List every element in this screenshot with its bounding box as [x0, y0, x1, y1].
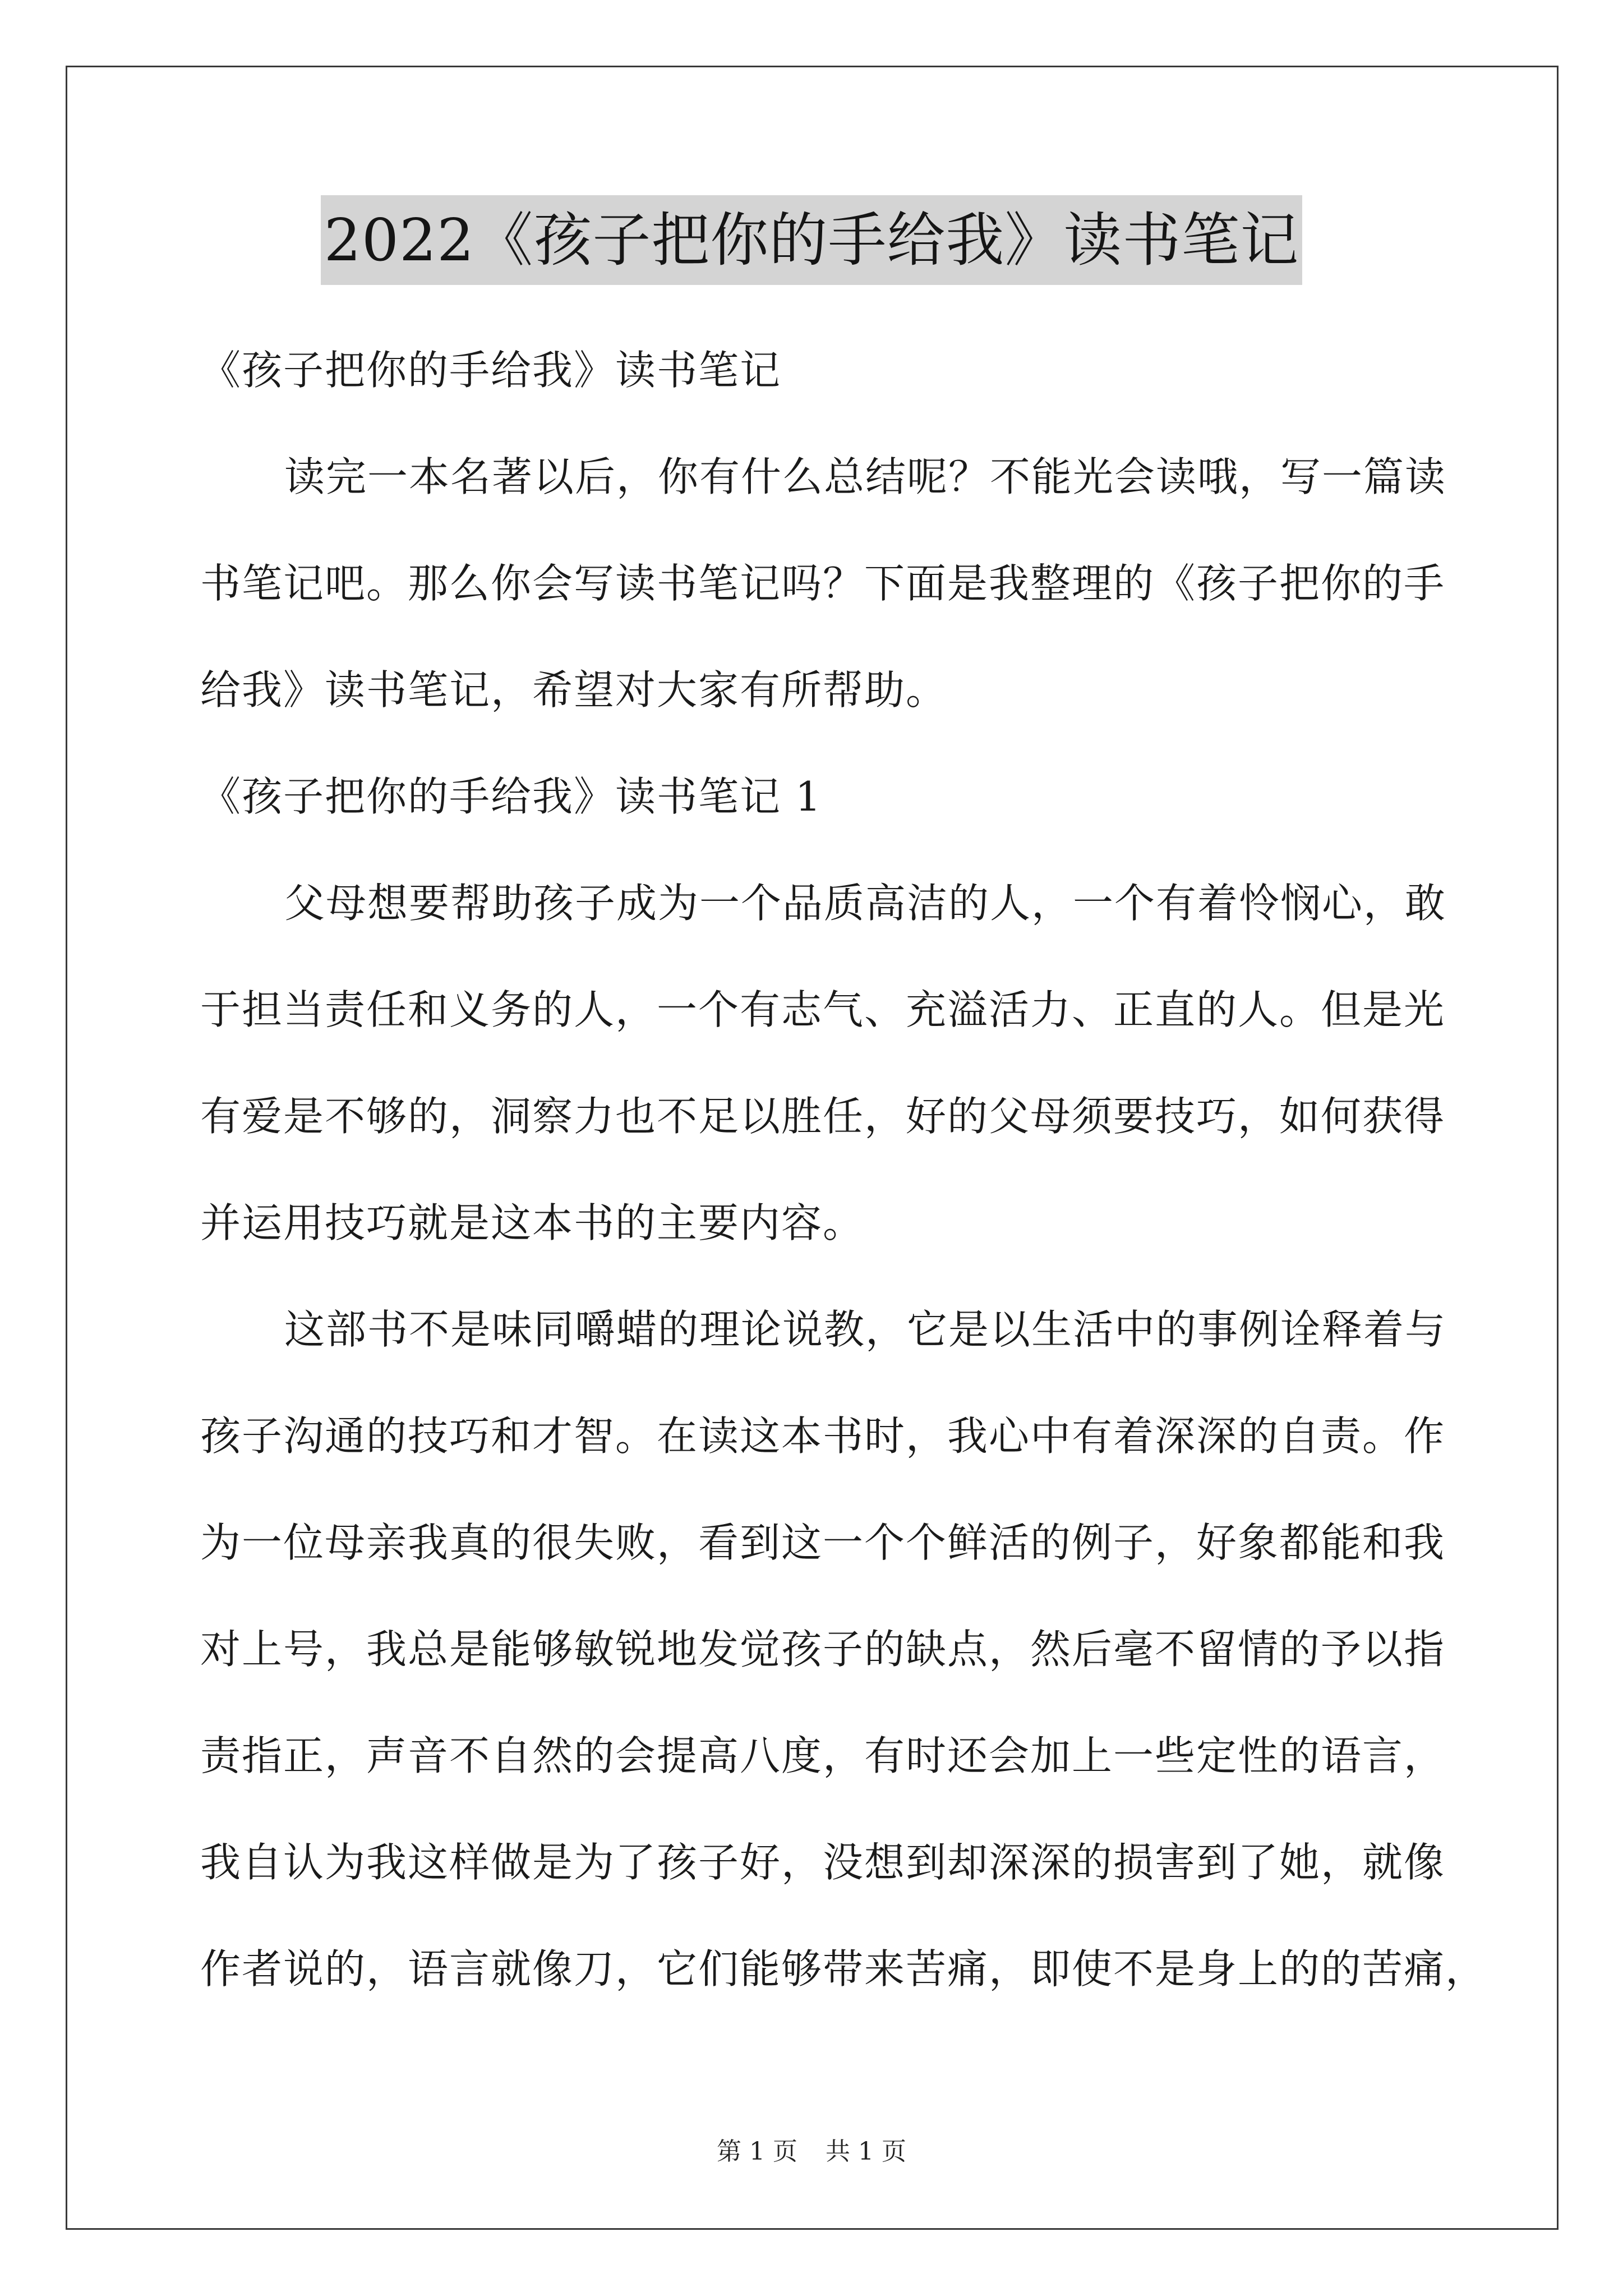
document-body	[200, 337, 1487, 2042]
paragraph-line: 责指正，声音不自然的会提高八度，有时还会加上一些定性的语言，	[200, 1732, 1446, 1779]
section-heading: 《孩子把你的手给我》读书笔记 1	[200, 773, 822, 820]
paragraph-line: 为一位母亲我真的很失败，看到这一个个鲜活的例子，好象都能和我	[200, 1519, 1446, 1566]
paragraph-line: 父母想要帮助孩子成为一个品质高洁的人，一个有着怜悯心，敢	[284, 880, 1447, 927]
page-footer	[0, 2135, 1623, 2169]
paragraph-line: 对上号，我总是能够敏锐地发觉孩子的缺点，然后毫不留情的予以指	[200, 1626, 1446, 1673]
paragraph-line: 于担当责任和义务的人，一个有志气、充溢活力、正直的人。但是光	[200, 986, 1446, 1033]
paragraph-line: 有爱是不够的，洞察力也不足以胜任，好的父母须要技巧，如何获得	[200, 1093, 1446, 1140]
title-container	[0, 195, 1623, 285]
paragraph-line: 我自认为我这样做是为了孩子好，没想到却深深的损害到了她，就像	[200, 1839, 1446, 1886]
subtitle: 《孩子把你的手给我》读书笔记	[200, 347, 782, 394]
paragraph-line: 并运用技巧就是这本书的主要内容。	[200, 1199, 865, 1246]
paragraph-line: 给我》读书笔记，希望对大家有所帮助。	[200, 666, 948, 714]
paragraph-line: 孩子沟通的技巧和才智。在读这本书时，我心中有着深深的自责。作	[200, 1412, 1446, 1460]
paragraph-line: 这部书不是味同嚼蜡的理论说教，它是以生活中的事例诠释着与	[284, 1306, 1447, 1353]
paragraph-line: 作者说的，语言就像刀，它们能够带来苦痛，即使不是身上的的苦痛，	[200, 1945, 1487, 1993]
page-total: 共 1 页	[826, 2137, 906, 2166]
page-number: 第 1 页	[717, 2137, 797, 2166]
paragraph-line: 书笔记吧。那么你会写读书笔记吗？下面是我整理的《孩子把你的手	[200, 560, 1446, 607]
paragraph-line: 读完一本名著以后，你有什么总结呢？不能光会读哦，写一篇读	[284, 453, 1447, 500]
document-title: 2022《孩子把你的手给我》读书笔记	[321, 195, 1303, 285]
